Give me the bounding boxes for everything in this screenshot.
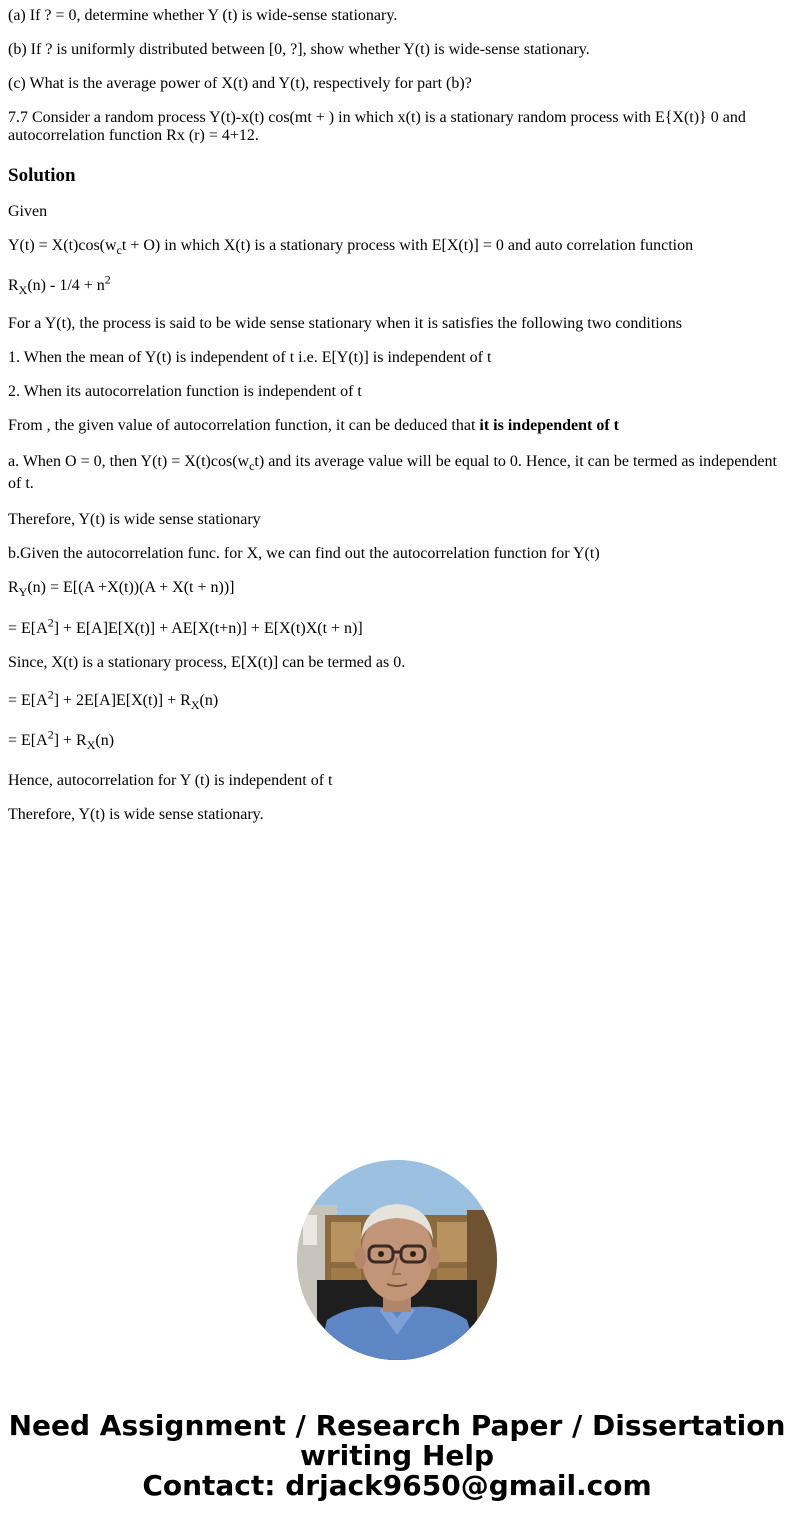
solution-condition-2: 2. When its autocorrelation function is independent of t (8, 383, 362, 400)
solution-part-b-conclusion: Therefore, Y(t) is wide sense stationary. (8, 806, 264, 823)
solution-ry-step3: = $E[A^2] + R_X(n)$ (8, 727, 115, 753)
solution-part-a: a. When O = 0, then $Y(t) = X(t)\cos(w_ct)$ and its average value will be equal to 0. Hence, it can be termed as independent of t. (8, 453, 777, 492)
solution-part-b-hence: Hence, autocorrelation for Y (t) is independent of t (8, 772, 333, 789)
solution-line-process: $Y(t) = X(t)\cos(w_ct + O)$ in which X(t) is a stationary process with E[X(t)] = 0 and auto correlation function (8, 237, 694, 258)
solution-line-wss-def: For a Y(t), the process is said to be wide sense stationary when it is satisfies the following two conditions (8, 315, 682, 332)
contact-banner (0, 1411, 794, 1501)
solution-ry-expansion: = $E[A^2] + E[A]E[X(t)] + AE[X(t+n)] + E[X(t)X(t + n)]$ (8, 615, 363, 637)
banner-contact: Contact: drjack9650@gmail.com (142, 1469, 652, 1502)
banner-line-1: Need Assignment / Research Paper / Dissertation (8, 1409, 786, 1442)
author-photo (297, 1160, 497, 1360)
problem-7-7: 7.7 Consider a random process Y(t)-x(t) cos(mt + ) in which x(t) is a stationary random process with E{X(t)} 0 and autocorrelation function Rx (r) = 4+12. (8, 109, 746, 144)
solution-heading: Solution (8, 165, 76, 186)
solution-stationary-note: Since, X(t) is a stationary process, E[X(t)] can be termed as 0. (8, 654, 406, 671)
question-b: (b) If ? is uniformly distributed between [0, ?], show whether Y(t) is wide-sense stationary. (8, 41, 590, 58)
solution-part-a-conclusion: Therefore, Y(t) is wide sense stationary (8, 511, 261, 528)
question-c: (c) What is the average power of X(t) and Y(t), respectively for part (b)? (8, 75, 472, 92)
solution-line-deduction: From , the given value of autocorrelation function, it can be deduced that it is independent of t (8, 417, 619, 434)
question-a: (a) If ? = 0, determine whether Y (t) is wide-sense stationary. (8, 7, 398, 24)
solution-part-b-intro: b.Given the autocorrelation func. for X, we can find out the autocorrelation function for Y(t) (8, 545, 600, 562)
solution-line-rx: $R_X(n) - 1/4 + n^2$ (8, 272, 111, 298)
banner-line-2: writing Help (299, 1439, 495, 1472)
document-body (0, 7, 794, 824)
solution-ry-step2: = $E[A^2] + 2E[A]E[X(t)] + R_X(n)$ (8, 687, 219, 713)
given-label: Given (8, 203, 48, 220)
solution-condition-1: 1. When the mean of Y(t) is independent of t i.e. E[Y(t)] is independent of t (8, 349, 492, 366)
solution-ry-definition: $R_Y(n) = E[(A +X(t))(A + X(t + n))]$ (8, 579, 235, 600)
